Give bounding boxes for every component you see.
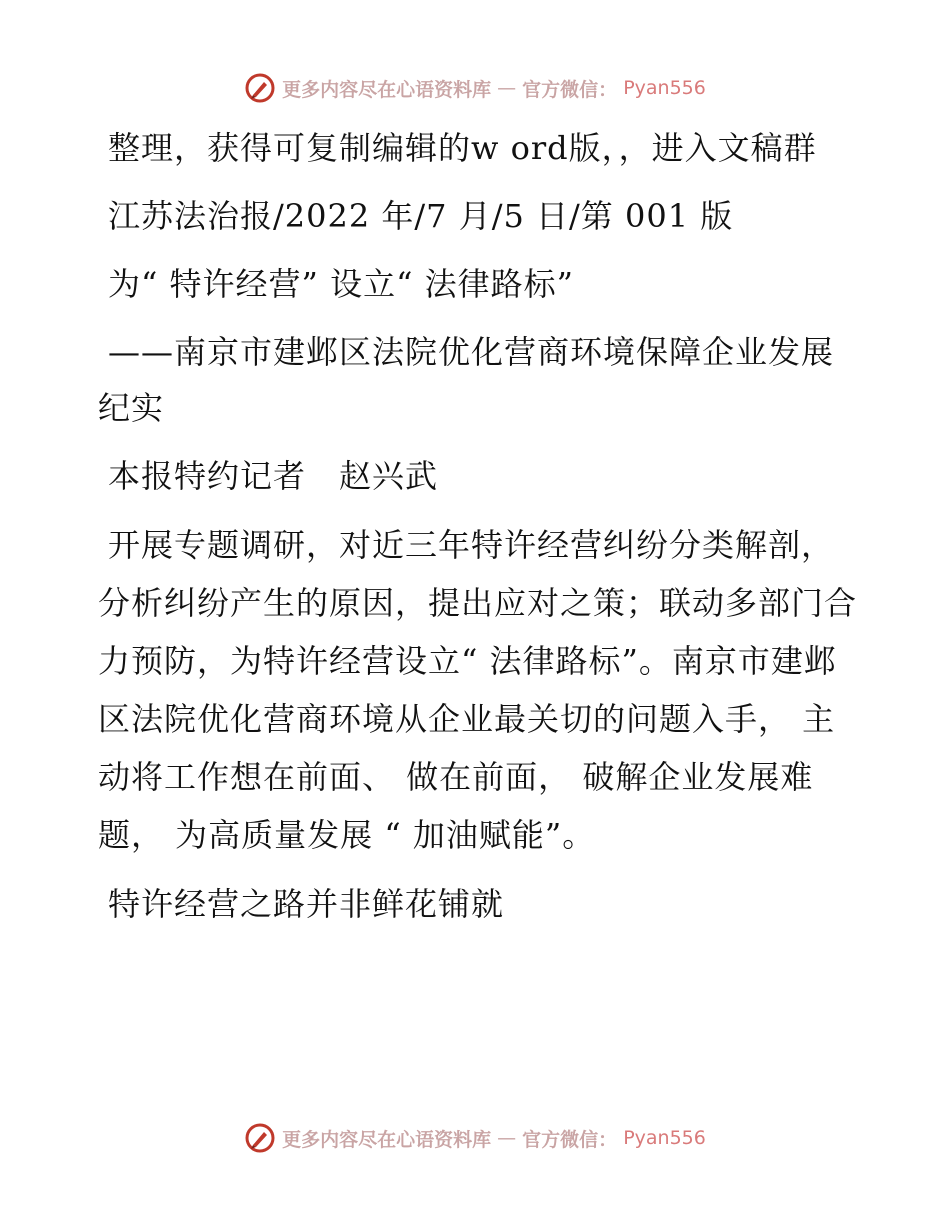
- watermark-wechat-label: 官方微信：: [522, 78, 618, 101]
- watermark-title: 更多内容尽在心语资料库: [282, 1128, 492, 1151]
- document-body: [98, 120, 858, 944]
- watermark-wechat-id: Pyan556: [623, 1127, 706, 1149]
- lead-paragraph: 开展专题调研，对近三年特许经营纠纷分类解剖，分析纠纷产生的原因，提出应对之策；联动多部门合力预防，为特许经营设立“ 法律路标”。南京市建邺区法院优化营商环境从企业最关切的问题入手， 主动将工作想在前面、 做在前面， 破解企业发展难题， 为高质量发展 “ 加油赋能”。: [98, 526, 858, 854]
- watermark-title: 更多内容尽在心语资料库: [282, 78, 492, 101]
- byline: 本报特约记者 赵兴武: [108, 457, 439, 495]
- watermark-wechat-id: Pyan556: [623, 77, 706, 99]
- watermark-header: [0, 72, 950, 104]
- article-title: 为“ 特许经营” 设立“ 法律路标”: [108, 265, 574, 303]
- watermark-separator: —: [497, 77, 517, 99]
- watermark-wechat-label: 官方微信：: [522, 1128, 618, 1151]
- article-subtitle: ——南京市建邺区法院优化营商环境保障企业发展纪实: [98, 333, 835, 427]
- pen-logo-icon: [244, 72, 276, 104]
- section-heading: 特许经营之路并非鲜花铺就: [108, 885, 505, 923]
- publication-line: 江苏法治报/2022 年/7 月/5 日/第 001 版: [108, 197, 734, 235]
- watermark-footer: [0, 1122, 950, 1154]
- intro-note: 整理，获得可复制编辑的w ord版，，进入文稿群: [108, 129, 817, 167]
- watermark-separator: —: [497, 1127, 517, 1149]
- pen-logo-icon: [244, 1122, 276, 1154]
